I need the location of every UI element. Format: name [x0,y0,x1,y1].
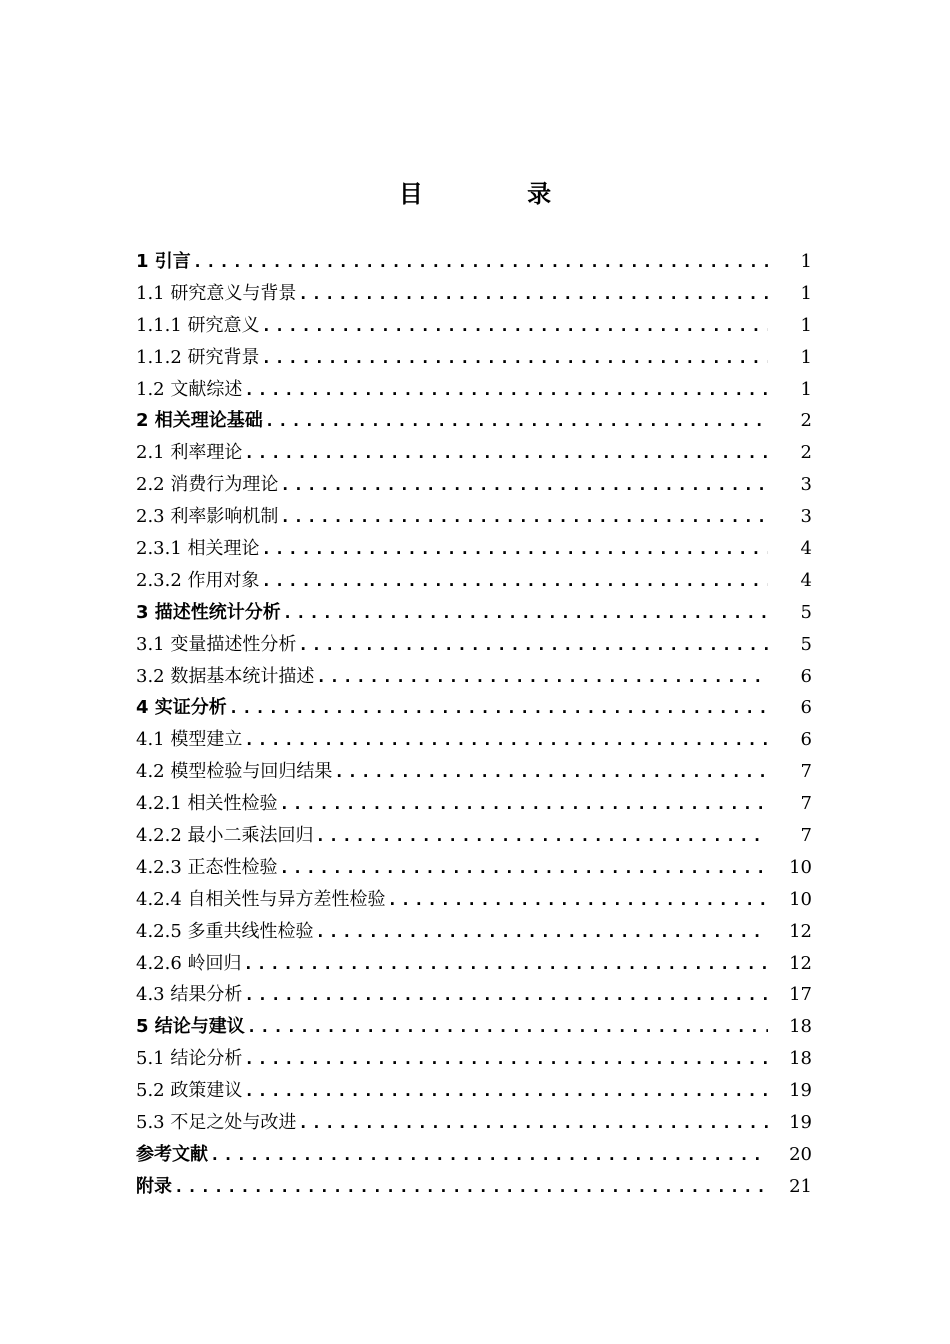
toc-dot-leader [388,884,768,916]
toc-section-entry[interactable] [136,1043,816,1075]
toc-chapter-entry[interactable] [136,246,816,278]
toc-page-number: 2 [800,410,812,432]
toc-page-number: 20 [789,1143,812,1165]
toc-dot-leader [316,661,768,693]
toc-page-number: 19 [789,1080,812,1102]
toc-page-number: 17 [789,984,812,1006]
toc-dot-leader [244,374,768,406]
toc-section-entry[interactable] [136,342,816,374]
toc-dot-leader [265,405,768,437]
toc-page-number: 3 [800,474,812,496]
toc-section-entry[interactable] [136,884,816,916]
toc-dot-leader [244,437,768,469]
toc-entry-label: 3.2 数据基本统计描述 [136,665,315,687]
toc-dot-leader [298,629,768,661]
toc-entry-label: 1.1.1 研究意义 [136,314,260,336]
toc-page-number: 7 [800,793,812,815]
toc-section-entry[interactable] [136,469,816,501]
toc-dot-leader [280,501,768,533]
toc-dot-leader [244,1043,768,1075]
toc-entry-label: 4.2 模型检验与回归结果 [136,761,333,783]
toc-section-entry[interactable] [136,1107,816,1139]
toc-page-number: 2 [800,442,812,464]
toc-page-number: 21 [789,1175,812,1197]
toc-chapter-entry[interactable] [136,1139,816,1171]
toc-page-number: 1 [800,251,812,272]
toc-entry-label: 4.2.4 自相关性与异方差性检验 [136,888,386,910]
toc-dot-leader [280,852,768,884]
toc-page-number: 12 [789,952,812,974]
toc-page-number: 1 [800,378,812,400]
toc-entry-label: 4.2.5 多重共线性检验 [136,920,314,942]
toc-chapter-entry[interactable] [136,597,816,629]
toc-section-entry[interactable] [136,1075,816,1107]
toc-section-entry[interactable] [136,278,816,310]
toc-entry-label: 5.3 不足之处与改进 [136,1112,297,1134]
toc-list [136,246,816,1203]
toc-chapter-entry[interactable] [136,405,816,437]
toc-section-entry[interactable] [136,948,816,980]
toc-page-number: 18 [789,1016,812,1038]
toc-page-number: 3 [800,506,812,528]
toc-dot-leader [298,1107,768,1139]
toc-section-entry[interactable] [136,565,816,597]
toc-page-number: 1 [800,282,812,304]
toc-entry-label: 1.1.2 研究背景 [136,346,260,368]
toc-page-number: 4 [800,538,812,560]
toc-section-entry[interactable] [136,533,816,565]
toc-section-entry[interactable] [136,629,816,661]
toc-section-entry[interactable] [136,916,816,948]
toc-entry-label: 3.1 变量描述性分析 [136,633,297,655]
toc-entry-label: 2.3 利率影响机制 [136,506,279,528]
toc-dot-leader [244,948,768,980]
toc-page-number: 7 [800,761,812,783]
toc-chapter-entry[interactable] [136,1011,816,1043]
toc-dot-leader [193,246,768,278]
toc-entry-label: 4.1 模型建立 [136,729,243,751]
toc-dot-leader [280,788,768,820]
toc-section-entry[interactable] [136,820,816,852]
toc-dot-leader [210,1139,768,1171]
toc-section-entry[interactable] [136,501,816,533]
toc-entry-label: 4.2.1 相关性检验 [136,793,278,815]
toc-page-number: 10 [789,856,812,878]
toc-chapter-entry[interactable] [136,1171,816,1203]
toc-dot-leader [316,820,768,852]
toc-section-entry[interactable] [136,724,816,756]
toc-dot-leader [334,756,768,788]
toc-entry-label: 2.2 消费行为理论 [136,474,279,496]
toc-dot-leader [262,342,768,374]
toc-page-number: 4 [800,569,812,591]
toc-section-entry[interactable] [136,788,816,820]
toc-section-entry[interactable] [136,310,816,342]
toc-page-number: 6 [800,665,812,687]
toc-entry-label: 4.2.6 岭回归 [136,952,242,974]
toc-dot-leader [298,278,768,310]
toc-entry-label: 3 描述性统计分析 [136,601,281,623]
toc-dot-leader [244,1075,768,1107]
toc-dot-leader [262,310,768,342]
toc-entry-label: 附录 [136,1175,172,1197]
toc-entry-label: 2.1 利率理论 [136,442,243,464]
toc-page-number: 18 [789,1048,812,1070]
toc-entry-label: 2.3.2 作用对象 [136,569,260,591]
toc-entry-label: 4.2.3 正态性检验 [136,856,278,878]
toc-entry-label: 4.3 结果分析 [136,984,243,1006]
toc-entry-label: 5.1 结论分析 [136,1048,243,1070]
toc-page-number: 5 [800,633,812,655]
toc-entry-label: 4.2.2 最小二乘法回归 [136,825,314,847]
toc-dot-leader [262,533,768,565]
toc-section-entry[interactable] [136,374,816,406]
toc-entry-label: 1.1 研究意义与背景 [136,282,297,304]
toc-dot-leader [174,1171,768,1203]
toc-page-number: 6 [800,729,812,751]
toc-section-entry[interactable] [136,852,816,884]
toc-page-number: 1 [800,314,812,336]
toc-entry-label: 2.3.1 相关理论 [136,538,260,560]
toc-dot-leader [283,597,768,629]
toc-entry-label: 4 实证分析 [136,697,227,719]
toc-page-number: 19 [789,1112,812,1134]
toc-dot-leader [280,469,768,501]
toc-dot-leader [262,565,768,597]
toc-section-entry[interactable] [136,437,816,469]
toc-page-number: 12 [789,920,812,942]
toc-entry-label: 1.2 文献综述 [136,378,243,400]
toc-page-number: 7 [800,825,812,847]
toc-page-number: 1 [800,346,812,368]
toc-page-number: 10 [789,888,812,910]
toc-dot-leader [316,916,768,948]
toc-dot-leader [247,1011,768,1043]
toc-dot-leader [244,979,768,1011]
toc-entry-label: 5.2 政策建议 [136,1080,243,1102]
toc-entry-label: 参考文献 [136,1143,208,1165]
toc-entry-label: 5 结论与建议 [136,1016,245,1038]
toc-section-entry[interactable] [136,756,816,788]
toc-section-entry[interactable] [136,979,816,1011]
toc-title: 目 录 [398,180,600,208]
toc-section-entry[interactable] [136,661,816,693]
toc-entry-label: 1 引言 [136,251,191,272]
toc-page-number: 5 [800,601,812,623]
toc-entry-label: 2 相关理论基础 [136,410,263,432]
toc-dot-leader [244,724,768,756]
toc-chapter-entry[interactable] [136,692,816,724]
toc-page-number: 6 [800,697,812,719]
toc-dot-leader [229,692,768,724]
